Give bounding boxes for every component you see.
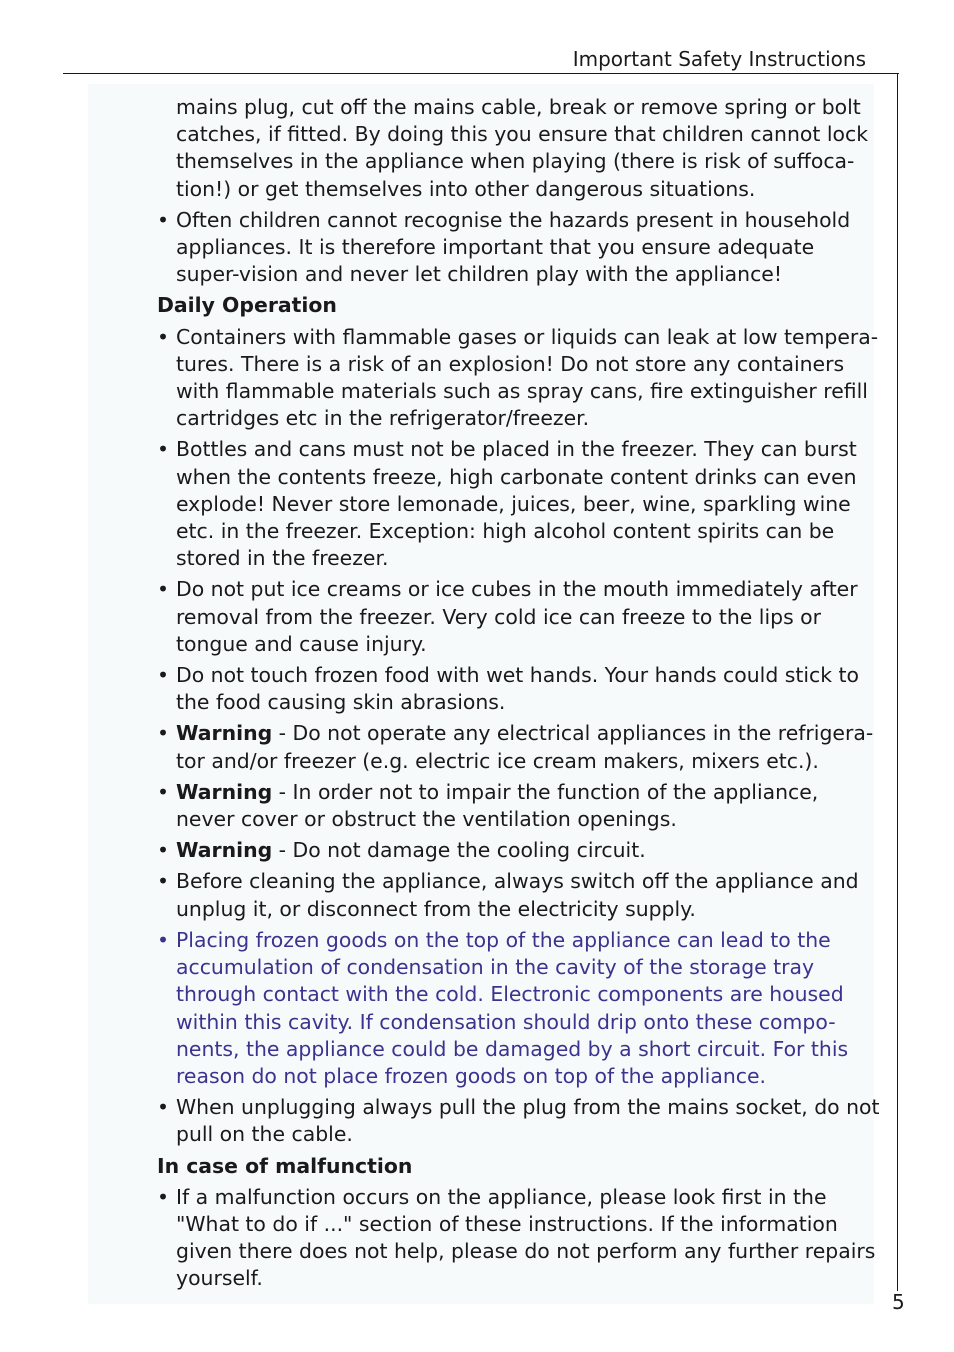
list-item bbox=[157, 324, 883, 433]
warning-label: Warning bbox=[176, 838, 273, 863]
highlighted-list-item bbox=[157, 927, 883, 1090]
list-item-text: Placing frozen goods on the top of the appliance can lead to the accumulation of condensation in the cavity of the storage tray through contact with the cold. Electronic components are housed within this cavity. If condensation should drip onto these compo-nents, the appliance could be damaged by a short circuit. For this reason do not place frozen goods on top of the appliance. bbox=[176, 927, 849, 1088]
list-item bbox=[157, 1094, 883, 1148]
list-item-text: When unplugging always pull the plug from the mains socket, do not pull on the cable. bbox=[176, 1095, 880, 1147]
list-item bbox=[157, 576, 883, 658]
bullet-icon: • bbox=[157, 1184, 170, 1209]
header-rule bbox=[63, 73, 899, 74]
list-item bbox=[157, 720, 883, 774]
bullet-icon: • bbox=[157, 437, 170, 462]
list-item-text: Containers with flammable gases or liquids can leak at low tempera-tures. There is a risk of an explosion! Do not store any containers with flammable materials such as spray cans, fire extinguisher refill cartridges etc in the refrigerator/freezer. bbox=[176, 324, 879, 431]
bullet-icon: • bbox=[157, 663, 170, 688]
list-item bbox=[157, 779, 883, 833]
bullet-icon: • bbox=[157, 1095, 170, 1120]
side-rule bbox=[897, 73, 898, 1291]
intro-list bbox=[157, 207, 883, 289]
bullet-icon: • bbox=[157, 869, 170, 894]
list-item-text: If a malfunction occurs on the appliance, please look first in the "What to do if ..." section of these instructions. If the information given there does not help, please do not perform any further repairs yourself. bbox=[176, 1184, 876, 1291]
list-item-text: Often children cannot recognise the hazards present in household appliances. It is therefore important that you ensure adequate super-vision and never let children play with the appliance! bbox=[176, 207, 851, 287]
section-heading: Daily Operation bbox=[157, 293, 337, 318]
list-item bbox=[157, 207, 883, 289]
list-item bbox=[157, 868, 883, 922]
list-item-text: Do not put ice creams or ice cubes in the mouth immediately after removal from the freezer. Very cold ice can freeze to the lips or tongue and cause injury. bbox=[176, 577, 858, 656]
warning-label: Warning bbox=[176, 721, 273, 746]
list-item-text: - Do not damage the cooling circuit. bbox=[272, 838, 646, 863]
bullet-icon: • bbox=[157, 927, 170, 952]
page-number: 5 bbox=[892, 1290, 905, 1314]
list-item-text: Before cleaning the appliance, always switch off the appliance and unplug it, or disconnect from the electricity supply. bbox=[176, 869, 859, 921]
list-item bbox=[157, 662, 883, 716]
bullet-icon: • bbox=[157, 577, 170, 602]
page-body bbox=[157, 94, 883, 1297]
section-heading: In case of malfunction bbox=[157, 1153, 413, 1178]
intro-paragraph: mains plug, cut off the mains cable, break or remove spring or bolt catches, if fitted. By doing this you ensure that children cannot lock themselves in the appliance when playing (there is risk of suffoca-tion!) or get themselves into other dangerous situations. bbox=[176, 95, 869, 201]
bullet-icon: • bbox=[157, 838, 170, 863]
list-item bbox=[157, 436, 883, 572]
list-item-text: Do not touch frozen food with wet hands. Your hands could stick to the food causing skin abrasions. bbox=[176, 663, 860, 715]
bullet-icon: • bbox=[157, 324, 170, 349]
sections bbox=[157, 292, 883, 1292]
list-item bbox=[157, 837, 883, 864]
header-title: Important Safety Instructions bbox=[572, 47, 866, 71]
bullet-icon: • bbox=[157, 779, 170, 804]
list-item-text: Bottles and cans must not be placed in the freezer. They can burst when the contents freeze, high carbonate content drinks can even explode! Never store lemonade, juices, beer, wine, sparkling wine etc. in the freezer. Exception: high alcohol content spirits can be stored in the freezer. bbox=[176, 437, 857, 571]
bullet-icon: • bbox=[157, 721, 170, 746]
list-item-text: - Do not operate any electrical appliances in the refrigera-tor and/or freezer (e.g. electric ice cream makers, mixers etc.). bbox=[176, 721, 874, 773]
list-item-text: - In order not to impair the function of the appliance, never cover or obstruct the ventilation openings. bbox=[176, 779, 819, 832]
warning-label: Warning bbox=[176, 779, 273, 804]
bullet-icon: • bbox=[157, 207, 170, 232]
list-item bbox=[157, 1184, 883, 1293]
